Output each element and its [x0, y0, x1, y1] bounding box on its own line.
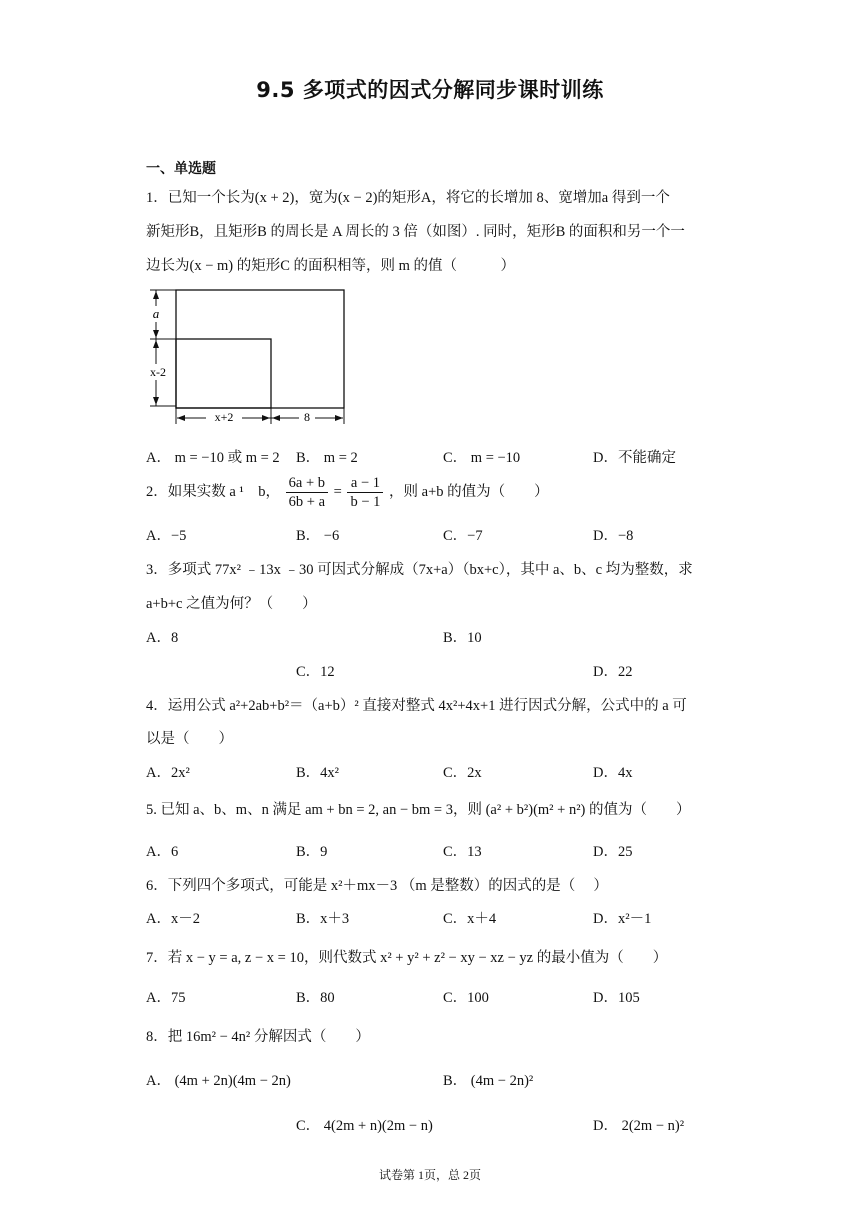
label-8: 8 [304, 410, 310, 424]
q3-line1: 3．多项式 77x² ﹣13x ﹣30 可因式分解成（7x+a）（bx+c），其中 a、b、c 均为整数，求 [146, 562, 693, 578]
q1-line2: 新矩形B，且矩形B 的周长是 A 周长的 3 倍（如图）. 同时，矩形B 的面积和另一个一 [146, 224, 685, 240]
q7-line1: 7．若 x − y = a, z − x = 10，则代数式 x² + y² + z² − xy − xz − yz 的最小值为（ ） [146, 950, 668, 966]
q2-option-b[interactable]: B． −6 [296, 528, 340, 544]
arrow-right-icon [335, 415, 343, 421]
q6-option-a[interactable]: A．x－2 [146, 911, 200, 927]
q2-option-a[interactable]: A．−5 [146, 528, 187, 544]
q4-line1: 4．运用公式 a²+2ab+b²＝（a+b）² 直接对整式 4x²+4x+1 进行因式分解，公式中的 a 可 [146, 698, 687, 714]
q8-option-d[interactable]: D． 2(2m − n)² [593, 1118, 685, 1134]
q5-option-b[interactable]: B．9 [296, 844, 328, 860]
q5-line1: 5. 已知 a、b、m、n 满足 am + bn = 2, an − bm = 3，则 (a² + b²)(m² + n²) 的值为（ ） [146, 802, 691, 818]
q6-option-b[interactable]: B．x＋3 [296, 911, 350, 927]
q1-option-a[interactable]: A． m = −10 或 m = 2 [146, 450, 280, 466]
q1-option-c[interactable]: C． m = −10 [443, 450, 521, 466]
q5-option-c[interactable]: C．13 [443, 844, 482, 860]
q4-option-a[interactable]: A．2x² [146, 765, 190, 781]
label-x-plus-2: x+2 [214, 410, 234, 424]
rectangle-b-outline [176, 290, 344, 408]
q6-option-d[interactable]: D．x²－1 [593, 911, 652, 927]
q2-option-d[interactable]: D．−8 [593, 528, 634, 544]
rectangle-a-outline [176, 339, 271, 408]
q8-option-a[interactable]: A． (4m + 2n)(4m − 2n) [146, 1073, 291, 1089]
q4-option-b[interactable]: B．4x² [296, 765, 340, 781]
q4-option-d[interactable]: D．4x [593, 765, 633, 781]
q7-option-b[interactable]: B．80 [296, 990, 335, 1006]
q7-option-d[interactable]: D．105 [593, 990, 640, 1006]
q5-option-a[interactable]: A．6 [146, 844, 179, 860]
q2-fraction-right: $\frac{a - 1}{b - 1}$ [347, 474, 383, 511]
label-x-minus-2: x-2 [150, 365, 166, 379]
q1-rectangle-figure [146, 286, 352, 426]
arrow-up-icon [153, 291, 159, 299]
q4-option-c[interactable]: C．2x [443, 765, 482, 781]
page-title: 9.5 多项式的因式分解同步课时训练 [256, 78, 604, 102]
q2-option-c[interactable]: C．−7 [443, 528, 483, 544]
q8-option-c[interactable]: C． 4(2m + n)(2m − n) [296, 1118, 433, 1134]
q6-option-c[interactable]: C．x＋4 [443, 911, 497, 927]
q7-option-c[interactable]: C．100 [443, 990, 489, 1006]
arrow-down-icon [153, 397, 159, 405]
arrow-right-icon [262, 415, 270, 421]
q5-option-d[interactable]: D．25 [593, 844, 633, 860]
q2-post: ，则 a+b 的值为（ ） [389, 483, 549, 500]
arrow-left-icon [272, 415, 280, 421]
arrow-left-icon [177, 415, 185, 421]
q3-option-d[interactable]: D．22 [593, 664, 633, 680]
q2-pre: 2．如果实数 a ¹ b， [146, 483, 281, 500]
label-a: a [152, 306, 160, 321]
q6-line1: 6．下列四个多项式，可能是 x²＋mx－3 （m 是整数）的因式的是（ ） [146, 878, 608, 894]
q3-option-a[interactable]: A．8 [146, 630, 179, 646]
page-footer: 试卷第 1页，总 2页 [378, 1168, 481, 1182]
q3-option-b[interactable]: B．10 [443, 630, 482, 646]
q8-option-b[interactable]: B． (4m − 2n)² [443, 1073, 534, 1089]
section-heading: 一、单选题 [146, 161, 216, 177]
q1-line3: 边长为(x − m) 的矩形C 的面积相等，则 m 的值（ ） [146, 258, 516, 274]
q1-option-b[interactable]: B． m = 2 [296, 450, 358, 466]
q1-option-d[interactable]: D．不能确定 [593, 450, 676, 466]
q1-line1: 1．已知一个长为(x + 2)，宽为(x − 2)的矩形A，将它的长增加 8、宽增加a 得到一个 [146, 190, 670, 206]
q2-fraction-left: $\frac{6a + b}{6b + a}$ [286, 474, 328, 511]
q4-line2: 以是（ ） [146, 731, 233, 747]
arrow-down-icon [153, 330, 159, 338]
q2-line: 2．如果实数 a ¹ b， $\frac{6a + b}{6b + a}$ = $\frac{a - 1}{b - 1}$ ，则 a+b 的值为（ ） [146, 475, 549, 510]
q3-line2: a+b+c 之值为何？（ ） [146, 596, 317, 612]
q8-line1: 8．把 16m² − 4n² 分解因式（ ） [146, 1029, 370, 1045]
q3-option-c[interactable]: C．12 [296, 664, 335, 680]
q7-option-a[interactable]: A．75 [146, 990, 186, 1006]
arrow-up-icon [153, 340, 159, 348]
